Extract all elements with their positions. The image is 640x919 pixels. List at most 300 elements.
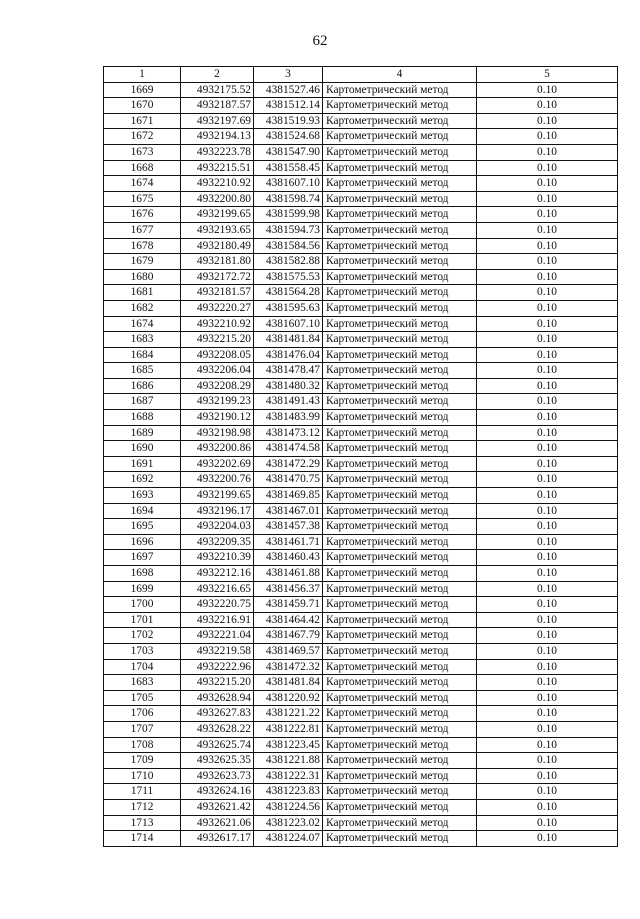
- table-cell: 4381558.45: [254, 160, 323, 176]
- table-row: [104, 410, 618, 426]
- table-row: [104, 628, 618, 644]
- table-cell: Картометрический метод: [323, 597, 477, 613]
- table-cell: 4381221.88: [254, 753, 323, 769]
- table-row: [104, 82, 618, 98]
- table-cell: 1684: [104, 347, 181, 363]
- table-cell: 0.10: [477, 160, 618, 176]
- table-cell: 4381575.53: [254, 269, 323, 285]
- table-cell: 4932210.92: [181, 176, 254, 192]
- table-cell: Картометрический метод: [323, 488, 477, 504]
- table-row: [104, 207, 618, 223]
- table-cell: Картометрический метод: [323, 144, 477, 160]
- coordinates-table: [103, 66, 618, 847]
- table-cell: 4381469.57: [254, 643, 323, 659]
- table-cell: Картометрический метод: [323, 737, 477, 753]
- table-row: [104, 768, 618, 784]
- table-cell: 4381564.28: [254, 285, 323, 301]
- table-cell: 4932223.78: [181, 144, 254, 160]
- table-cell: 1696: [104, 534, 181, 550]
- table-cell: 4932193.65: [181, 222, 254, 238]
- table-cell: 4932196.17: [181, 503, 254, 519]
- table-row: [104, 425, 618, 441]
- table-cell: 4932198.98: [181, 425, 254, 441]
- table-cell: 4932215.20: [181, 332, 254, 348]
- table-row: [104, 550, 618, 566]
- table-cell: 1703: [104, 643, 181, 659]
- table-cell: 4381483.99: [254, 410, 323, 426]
- table-cell: 4932627.83: [181, 706, 254, 722]
- table-cell: 4381224.07: [254, 831, 323, 847]
- table-row: [104, 160, 618, 176]
- table-cell: 0.10: [477, 690, 618, 706]
- page-number: 62: [312, 33, 328, 49]
- table-cell: 4381607.10: [254, 316, 323, 332]
- table-cell: 1694: [104, 503, 181, 519]
- table-cell: 0.10: [477, 285, 618, 301]
- table-cell: 4932216.91: [181, 612, 254, 628]
- table-cell: 0.10: [477, 222, 618, 238]
- table-row: [104, 612, 618, 628]
- table-cell: 0.10: [477, 129, 618, 145]
- table-cell: 4381476.04: [254, 347, 323, 363]
- table-cell: Картометрический метод: [323, 441, 477, 457]
- table-cell: 0.10: [477, 269, 618, 285]
- table-cell: 0.10: [477, 612, 618, 628]
- table-cell: 1707: [104, 721, 181, 737]
- table-cell: 0.10: [477, 597, 618, 613]
- table-cell: 0.10: [477, 643, 618, 659]
- table-body: [104, 82, 618, 846]
- table-cell: Картометрический метод: [323, 176, 477, 192]
- table-cell: 0.10: [477, 316, 618, 332]
- table-cell: 4932212.16: [181, 566, 254, 582]
- table-cell: 1675: [104, 191, 181, 207]
- table-cell: Картометрический метод: [323, 831, 477, 847]
- table-row: [104, 144, 618, 160]
- table-row: [104, 690, 618, 706]
- table-cell: 4381469.85: [254, 488, 323, 504]
- table-cell: 4932628.94: [181, 690, 254, 706]
- table-cell: 4932624.16: [181, 784, 254, 800]
- table-cell: 4381481.84: [254, 332, 323, 348]
- table-cell: 0.10: [477, 550, 618, 566]
- table-cell: Картометрический метод: [323, 519, 477, 535]
- table-cell: Картометрический метод: [323, 612, 477, 628]
- table-cell: 4932617.17: [181, 831, 254, 847]
- table-cell: Картометрический метод: [323, 113, 477, 129]
- table-row: [104, 285, 618, 301]
- table-cell: Картометрический метод: [323, 254, 477, 270]
- table-cell: 1672: [104, 129, 181, 145]
- table-cell: Картометрический метод: [323, 347, 477, 363]
- table-cell: Картометрический метод: [323, 410, 477, 426]
- table-row: [104, 222, 618, 238]
- table-cell: 4381223.02: [254, 815, 323, 831]
- table-cell: 4381607.10: [254, 176, 323, 192]
- table-cell: 4381221.22: [254, 706, 323, 722]
- table-cell: 4932190.12: [181, 410, 254, 426]
- table-cell: 1682: [104, 300, 181, 316]
- table-cell: 4932220.75: [181, 597, 254, 613]
- table-cell: 1706: [104, 706, 181, 722]
- table-cell: 0.10: [477, 753, 618, 769]
- table-row: [104, 815, 618, 831]
- table-row: [104, 566, 618, 582]
- table-cell: 4381467.01: [254, 503, 323, 519]
- table-row: [104, 643, 618, 659]
- table-cell: 4932181.57: [181, 285, 254, 301]
- table-cell: Картометрический метод: [323, 534, 477, 550]
- table-cell: 1668: [104, 160, 181, 176]
- table-cell: 0.10: [477, 238, 618, 254]
- table-row: [104, 176, 618, 192]
- table-cell: 4932180.49: [181, 238, 254, 254]
- table-row: [104, 441, 618, 457]
- table-cell: 1702: [104, 628, 181, 644]
- table-row: [104, 191, 618, 207]
- table-row: [104, 597, 618, 613]
- table-row: [104, 675, 618, 691]
- table-cell: Картометрический метод: [323, 129, 477, 145]
- table-cell: 4932222.96: [181, 659, 254, 675]
- table-row: [104, 472, 618, 488]
- table-cell: 0.10: [477, 488, 618, 504]
- table-cell: Картометрический метод: [323, 207, 477, 223]
- table-cell: 4381512.14: [254, 98, 323, 114]
- table-cell: 0.10: [477, 176, 618, 192]
- table-cell: Картометрический метод: [323, 799, 477, 815]
- table-cell: 4381582.88: [254, 254, 323, 270]
- table-cell: 1669: [104, 82, 181, 98]
- table-cell: 4932625.35: [181, 753, 254, 769]
- table-cell: 0.10: [477, 191, 618, 207]
- table-row: [104, 238, 618, 254]
- table-cell: 0.10: [477, 144, 618, 160]
- table-cell: 0.10: [477, 831, 618, 847]
- table-cell: 1673: [104, 144, 181, 160]
- table-cell: Картометрический метод: [323, 378, 477, 394]
- table-row: [104, 519, 618, 535]
- table-cell: 0.10: [477, 784, 618, 800]
- table-cell: 1674: [104, 176, 181, 192]
- table-cell: 4932197.69: [181, 113, 254, 129]
- table-cell: 4381461.88: [254, 566, 323, 582]
- table-cell: 1693: [104, 488, 181, 504]
- table-cell: 0.10: [477, 675, 618, 691]
- table-row: [104, 269, 618, 285]
- table-cell: 0.10: [477, 425, 618, 441]
- table-cell: 4932216.65: [181, 581, 254, 597]
- table-cell: Картометрический метод: [323, 643, 477, 659]
- table-row: [104, 98, 618, 114]
- table-cell: 4932199.65: [181, 207, 254, 223]
- table-cell: 4381527.46: [254, 82, 323, 98]
- table-cell: 4381467.79: [254, 628, 323, 644]
- table-cell: 1687: [104, 394, 181, 410]
- table-cell: 1678: [104, 238, 181, 254]
- table-cell: 4932210.39: [181, 550, 254, 566]
- table-cell: 4932199.65: [181, 488, 254, 504]
- table-cell: 1699: [104, 581, 181, 597]
- table-row: [104, 488, 618, 504]
- table-cell: 4381223.45: [254, 737, 323, 753]
- column-header: 5: [477, 67, 618, 83]
- column-header: 4: [323, 67, 477, 83]
- table-cell: 1705: [104, 690, 181, 706]
- table-cell: Картометрический метод: [323, 550, 477, 566]
- table-row: [104, 721, 618, 737]
- table-row: [104, 347, 618, 363]
- table-cell: 4932221.04: [181, 628, 254, 644]
- table-cell: Картометрический метод: [323, 768, 477, 784]
- table-cell: 0.10: [477, 566, 618, 582]
- table-cell: Картометрический метод: [323, 82, 477, 98]
- table-cell: 0.10: [477, 503, 618, 519]
- table-cell: 4381473.12: [254, 425, 323, 441]
- table-cell: 0.10: [477, 378, 618, 394]
- table-cell: 1674: [104, 316, 181, 332]
- table-cell: 4381461.71: [254, 534, 323, 550]
- table-cell: 0.10: [477, 456, 618, 472]
- table-row: [104, 706, 618, 722]
- table-cell: 4932200.80: [181, 191, 254, 207]
- table-cell: Картометрический метод: [323, 472, 477, 488]
- table-cell: 0.10: [477, 472, 618, 488]
- table-cell: 1712: [104, 799, 181, 815]
- table-cell: 0.10: [477, 441, 618, 457]
- table-cell: 4381478.47: [254, 363, 323, 379]
- table-cell: 0.10: [477, 363, 618, 379]
- table-cell: 0.10: [477, 721, 618, 737]
- table-cell: 1683: [104, 675, 181, 691]
- table-cell: Картометрический метод: [323, 98, 477, 114]
- table-cell: 4932208.05: [181, 347, 254, 363]
- table-cell: 4932208.29: [181, 378, 254, 394]
- table-cell: 4932215.20: [181, 675, 254, 691]
- table-row: [104, 316, 618, 332]
- table-cell: 4381220.92: [254, 690, 323, 706]
- table-cell: 1688: [104, 410, 181, 426]
- table-cell: 4381464.42: [254, 612, 323, 628]
- table-cell: 4932199.23: [181, 394, 254, 410]
- table-cell: 4381222.81: [254, 721, 323, 737]
- table-cell: 0.10: [477, 300, 618, 316]
- table-cell: 4932621.06: [181, 815, 254, 831]
- column-header: 3: [254, 67, 323, 83]
- table-cell: 1698: [104, 566, 181, 582]
- table-cell: Картометрический метод: [323, 753, 477, 769]
- table-cell: 4932621.42: [181, 799, 254, 815]
- table-row: [104, 534, 618, 550]
- table-cell: 1671: [104, 113, 181, 129]
- table-cell: 1700: [104, 597, 181, 613]
- table-cell: 4381224.56: [254, 799, 323, 815]
- table-cell: 0.10: [477, 113, 618, 129]
- table-cell: 0.10: [477, 394, 618, 410]
- table-cell: Картометрический метод: [323, 566, 477, 582]
- table-row: [104, 831, 618, 847]
- table-cell: 0.10: [477, 347, 618, 363]
- table-cell: 0.10: [477, 815, 618, 831]
- table-cell: 4381222.31: [254, 768, 323, 784]
- table-row: [104, 113, 618, 129]
- table-cell: 1686: [104, 378, 181, 394]
- table-row: [104, 456, 618, 472]
- table-cell: Картометрический метод: [323, 628, 477, 644]
- table-cell: 1708: [104, 737, 181, 753]
- table-cell: 4932210.92: [181, 316, 254, 332]
- table-cell: 4932209.35: [181, 534, 254, 550]
- table-cell: 4932187.57: [181, 98, 254, 114]
- table-row: [104, 659, 618, 675]
- table-cell: Картометрический метод: [323, 675, 477, 691]
- table-cell: 0.10: [477, 82, 618, 98]
- table-cell: 4381491.43: [254, 394, 323, 410]
- table-cell: 4381524.68: [254, 129, 323, 145]
- table-cell: 1713: [104, 815, 181, 831]
- table-cell: Картометрический метод: [323, 332, 477, 348]
- table-cell: 4932625.74: [181, 737, 254, 753]
- table-row: [104, 581, 618, 597]
- table-row: [104, 784, 618, 800]
- table-cell: Картометрический метод: [323, 238, 477, 254]
- table-cell: 1692: [104, 472, 181, 488]
- table-cell: 1689: [104, 425, 181, 441]
- table-cell: Картометрический метод: [323, 659, 477, 675]
- table-cell: 0.10: [477, 659, 618, 675]
- table-cell: 0.10: [477, 706, 618, 722]
- table-cell: 4932215.51: [181, 160, 254, 176]
- table-cell: Картометрический метод: [323, 706, 477, 722]
- table-row: [104, 300, 618, 316]
- table-cell: 1690: [104, 441, 181, 457]
- table-cell: 4932628.22: [181, 721, 254, 737]
- table-cell: 0.10: [477, 519, 618, 535]
- table-row: [104, 799, 618, 815]
- table-row: [104, 363, 618, 379]
- table-cell: 4381599.98: [254, 207, 323, 223]
- table-cell: 1711: [104, 784, 181, 800]
- table-cell: Картометрический метод: [323, 285, 477, 301]
- table-row: [104, 737, 618, 753]
- table-cell: 4932204.03: [181, 519, 254, 535]
- table-cell: 4381472.29: [254, 456, 323, 472]
- table-cell: 4932206.04: [181, 363, 254, 379]
- table-cell: 1681: [104, 285, 181, 301]
- table-cell: Картометрический метод: [323, 160, 477, 176]
- table-cell: Картометрический метод: [323, 690, 477, 706]
- table-cell: Картометрический метод: [323, 222, 477, 238]
- table-cell: 1676: [104, 207, 181, 223]
- table-cell: Картометрический метод: [323, 191, 477, 207]
- table-cell: 4381459.71: [254, 597, 323, 613]
- table-cell: Картометрический метод: [323, 394, 477, 410]
- table-cell: 4381472.32: [254, 659, 323, 675]
- table-cell: 1677: [104, 222, 181, 238]
- table-cell: 4381584.56: [254, 238, 323, 254]
- table-cell: 4932202.69: [181, 456, 254, 472]
- table-cell: Картометрический метод: [323, 581, 477, 597]
- table-cell: 4932220.27: [181, 300, 254, 316]
- table-cell: 1701: [104, 612, 181, 628]
- table-cell: 1709: [104, 753, 181, 769]
- table-cell: Картометрический метод: [323, 300, 477, 316]
- table-cell: 0.10: [477, 254, 618, 270]
- table-row: [104, 129, 618, 145]
- table-cell: Картометрический метод: [323, 721, 477, 737]
- table-cell: 4932175.52: [181, 82, 254, 98]
- table-cell: 4932181.80: [181, 254, 254, 270]
- table-cell: Картометрический метод: [323, 363, 477, 379]
- table-cell: 0.10: [477, 737, 618, 753]
- table-row: [104, 332, 618, 348]
- table-cell: 0.10: [477, 207, 618, 223]
- table-cell: Картометрический метод: [323, 784, 477, 800]
- table-cell: 4381481.84: [254, 675, 323, 691]
- table-cell: Картометрический метод: [323, 269, 477, 285]
- table-cell: 1679: [104, 254, 181, 270]
- table-cell: 1697: [104, 550, 181, 566]
- table-cell: 4381519.93: [254, 113, 323, 129]
- table-cell: 4381547.90: [254, 144, 323, 160]
- table-cell: 4932219.58: [181, 643, 254, 659]
- table-cell: 4381598.74: [254, 191, 323, 207]
- table-cell: 0.10: [477, 581, 618, 597]
- table-cell: 4381595.63: [254, 300, 323, 316]
- table-cell: 0.10: [477, 628, 618, 644]
- table-cell: 4381474.58: [254, 441, 323, 457]
- table-cell: 1704: [104, 659, 181, 675]
- table-cell: 1670: [104, 98, 181, 114]
- table-cell: 4381594.73: [254, 222, 323, 238]
- table-cell: 1714: [104, 831, 181, 847]
- table-header-row: [104, 67, 618, 83]
- table-cell: 4381456.37: [254, 581, 323, 597]
- table-cell: Картометрический метод: [323, 425, 477, 441]
- table-cell: 4381460.43: [254, 550, 323, 566]
- table-row: [104, 394, 618, 410]
- table-cell: 1691: [104, 456, 181, 472]
- table-row: [104, 503, 618, 519]
- table-cell: Картометрический метод: [323, 316, 477, 332]
- table-cell: 1683: [104, 332, 181, 348]
- table-cell: 1695: [104, 519, 181, 535]
- table-row: [104, 378, 618, 394]
- table-cell: 1685: [104, 363, 181, 379]
- table-cell: 4932172.72: [181, 269, 254, 285]
- table-cell: 0.10: [477, 799, 618, 815]
- table-cell: 4932623.73: [181, 768, 254, 784]
- table-cell: 0.10: [477, 768, 618, 784]
- table-row: [104, 753, 618, 769]
- column-header: 1: [104, 67, 181, 83]
- table-cell: 4932194.13: [181, 129, 254, 145]
- table-cell: 4381480.32: [254, 378, 323, 394]
- table-cell: 0.10: [477, 332, 618, 348]
- table-cell: 1680: [104, 269, 181, 285]
- table-cell: 0.10: [477, 410, 618, 426]
- table-cell: 0.10: [477, 534, 618, 550]
- table-cell: Картометрический метод: [323, 503, 477, 519]
- table-cell: 1710: [104, 768, 181, 784]
- column-header: 2: [181, 67, 254, 83]
- table-cell: Картометрический метод: [323, 815, 477, 831]
- table-row: [104, 254, 618, 270]
- table-cell: Картометрический метод: [323, 456, 477, 472]
- table-cell: 0.10: [477, 98, 618, 114]
- table-cell: 4381470.75: [254, 472, 323, 488]
- table-cell: 4381223.83: [254, 784, 323, 800]
